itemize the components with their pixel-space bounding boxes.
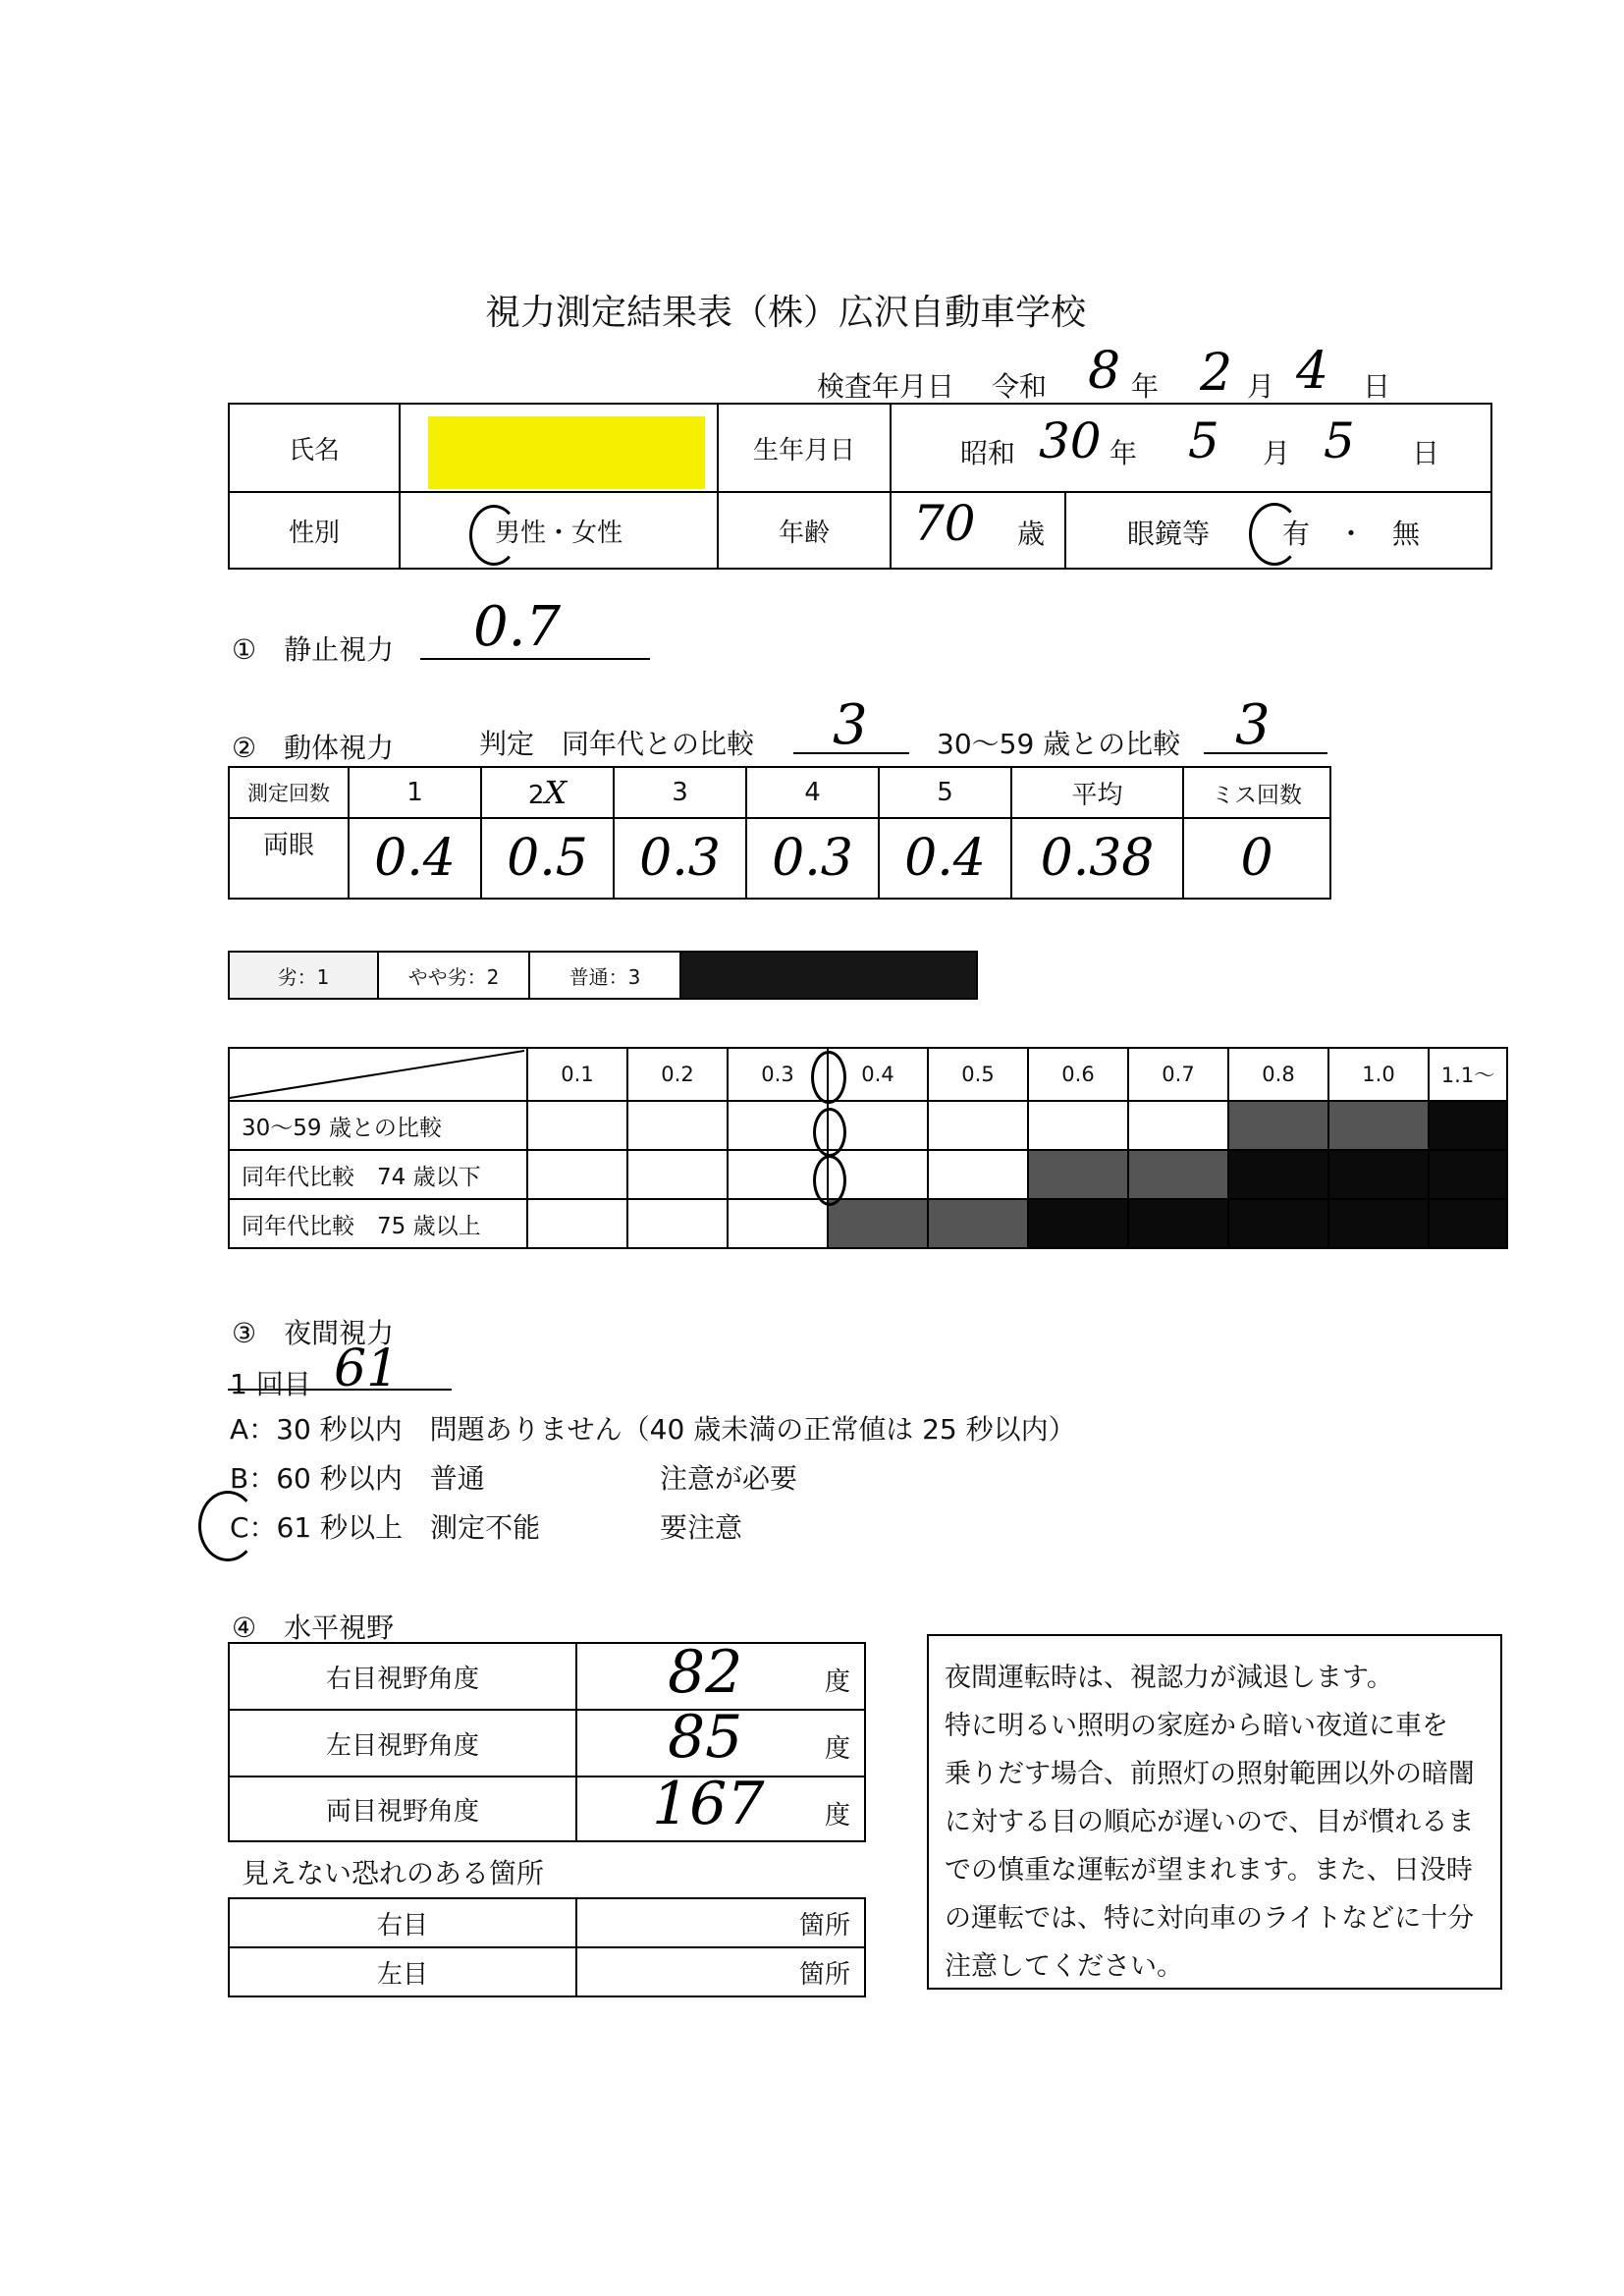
blind-left-unit: 箇所 — [576, 1947, 865, 1996]
right-eye-angle-value: 82 — [668, 1638, 743, 1707]
trial-3-value: 0.3 — [614, 818, 746, 899]
static-underline — [420, 658, 650, 660]
grid-cell — [928, 1150, 1028, 1199]
age-unit: 歳 — [1017, 518, 1046, 550]
glasses-yes-circle — [1249, 503, 1300, 566]
trial-2-header — [481, 767, 614, 818]
left-eye-angle-cell — [576, 1703, 865, 1777]
dynamic-compare-underline — [1204, 752, 1327, 754]
notice-line: 特に明るい照明の家庭から暗い夜道に車を — [945, 1711, 1448, 1741]
grid-cell — [928, 1199, 1028, 1248]
horizontal-table — [228, 1638, 866, 1842]
night-c: C：61 秒以上 測定不能 — [230, 1511, 541, 1544]
grid-cell — [627, 1101, 728, 1150]
horizontal-label: ④ 水平視野 — [232, 1612, 395, 1644]
grid-cell — [1028, 1199, 1128, 1248]
grid-col-0-2: 0.2 — [627, 1048, 728, 1101]
night-b-note: 注意が必要 — [660, 1462, 798, 1495]
miss-value: 0 — [1183, 818, 1330, 899]
grid-cell — [1128, 1150, 1228, 1199]
avg-header: 平均 — [1011, 767, 1183, 818]
trial-1-header: 1 — [349, 767, 481, 818]
grid-row-74-under: 同年代比較 74 歳以下 — [229, 1150, 527, 1199]
legend-slightly-poor: やや劣：2 — [378, 952, 529, 999]
grid-cell — [1228, 1150, 1328, 1199]
grid-mark-row1 — [813, 1108, 846, 1157]
dynamic-compare-label: 30～59 歳との比較 — [937, 728, 1181, 760]
night-b: B：60 秒以内 普通 — [230, 1462, 485, 1495]
grid-col-0-1: 0.1 — [527, 1048, 627, 1101]
legend-poor: 劣：1 — [229, 952, 378, 999]
miss-header: ミス回数 — [1183, 767, 1330, 818]
grid-cell — [527, 1150, 627, 1199]
blind-right-unit: 箇所 — [576, 1898, 865, 1947]
legend-bar — [228, 951, 978, 1000]
night-a: A：30 秒以内 問題ありません（40 歳未満の正常値は 25 秒以内） — [230, 1413, 1076, 1446]
grid-cell — [527, 1199, 627, 1248]
name-label: 氏名 — [229, 404, 400, 492]
grid-col-1-0: 1.0 — [1328, 1048, 1429, 1101]
sex-male-circle — [469, 505, 518, 566]
glasses-options: 有 ・ 無 — [1282, 518, 1421, 550]
night-c-circle — [198, 1491, 257, 1561]
birth-month-unit: 月 — [1263, 437, 1291, 469]
trial-5-value: 0.4 — [879, 818, 1011, 899]
both-eyes-angle-label: 両目視野角度 — [229, 1777, 576, 1841]
grid-cell — [928, 1101, 1028, 1150]
sex-options: 男性・女性 — [400, 492, 718, 569]
static-label: ① 静止視力 — [232, 633, 395, 666]
static-value: 0.7 — [473, 595, 562, 659]
grid-cell — [1328, 1150, 1429, 1199]
dynamic-judge-underline — [793, 752, 909, 754]
grid-cell — [1328, 1101, 1429, 1150]
exam-date-year-unit: 年 — [1131, 370, 1160, 403]
sex-label: 性別 — [229, 492, 400, 569]
grid-col-0-8: 0.8 — [1228, 1048, 1328, 1101]
grid-cell — [1429, 1150, 1507, 1199]
dynamic-label: ② 動体視力 — [232, 732, 395, 764]
trial-2-number: 2 — [527, 781, 545, 810]
grid-col-0-5: 0.5 — [928, 1048, 1028, 1101]
trial-4-value: 0.3 — [746, 818, 879, 899]
birth-day-unit: 日 — [1412, 437, 1440, 469]
both-eyes-label: 両眼 — [229, 818, 349, 899]
birth-month: 5 — [1188, 412, 1219, 469]
grid-cell — [1128, 1199, 1228, 1248]
birth-label: 生年月日 — [718, 404, 891, 492]
night-underline — [228, 1389, 452, 1391]
birth-era: 昭和 — [960, 437, 1016, 469]
average-value: 0.38 — [1011, 818, 1183, 899]
level-grid — [228, 1047, 1508, 1249]
grid-mark-row2 — [813, 1155, 846, 1206]
grid-corner — [229, 1048, 527, 1101]
grid-cell — [627, 1150, 728, 1199]
left-eye-angle-unit: 度 — [824, 1734, 850, 1764]
page-title: 視力測定結果表（株）広沢自動車学校 — [485, 293, 1087, 333]
exam-date-day-unit: 日 — [1363, 370, 1391, 403]
grid-col-0-7: 0.7 — [1128, 1048, 1228, 1101]
trial-1-value: 0.4 — [349, 818, 481, 899]
notice-line: 注意してください。 — [945, 1951, 1183, 1982]
right-eye-angle-label: 右目視野角度 — [229, 1643, 576, 1710]
night-label: ③ 夜間視力 — [232, 1317, 395, 1349]
exam-date-year: 8 — [1088, 342, 1121, 401]
grid-cell — [828, 1199, 928, 1248]
left-eye-angle-label: 左目視野角度 — [229, 1710, 576, 1777]
grid-col-1-1: 1.1～ — [1429, 1048, 1507, 1101]
glasses-label: 眼鏡等 — [1127, 518, 1211, 550]
blind-spot-label: 見えない恐れのある箇所 — [242, 1857, 545, 1889]
notice-line: の運転では、特に対向車のライトなどに十分 — [945, 1903, 1475, 1934]
grid-row-75-over: 同年代比較 75 歳以上 — [229, 1199, 527, 1248]
blind-spot-table — [228, 1897, 866, 1997]
trial-4-header: 4 — [746, 767, 879, 818]
grid-corner-diagonal — [230, 1049, 524, 1100]
notice-line: 夜間運転時は、視認力が減退します。 — [945, 1663, 1393, 1693]
dynamic-judge-value: 3 — [833, 693, 868, 757]
trial-3-header: 3 — [614, 767, 746, 818]
grid-cell — [1228, 1101, 1328, 1150]
grid-cell — [1128, 1101, 1228, 1150]
dynamic-header-label: 測定回数 — [229, 767, 349, 818]
grid-col-0-3: 0.3 — [728, 1048, 828, 1101]
both-eyes-angle-cell — [576, 1770, 865, 1841]
dynamic-compare-value: 3 — [1235, 693, 1271, 757]
grid-cell — [1429, 1101, 1507, 1150]
grid-cell — [728, 1199, 828, 1248]
age-value: 70 — [913, 495, 976, 552]
grid-cell — [1228, 1199, 1328, 1248]
notice-line: 乗りだす場合、前照灯の照射範囲以外の暗闇 — [945, 1759, 1475, 1789]
exam-date-day: 4 — [1296, 342, 1329, 401]
blind-left-label: 左目 — [229, 1947, 576, 1996]
both-eyes-angle-value: 167 — [652, 1770, 765, 1838]
grid-mark-header — [811, 1051, 846, 1104]
name-redaction — [428, 416, 705, 489]
right-eye-angle-unit: 度 — [824, 1667, 850, 1697]
exam-date-month-unit: 月 — [1247, 370, 1275, 403]
exam-date-month: 2 — [1200, 344, 1233, 403]
grid-col-0-6: 0.6 — [1028, 1048, 1128, 1101]
legend-normal: 普通：3 — [529, 952, 680, 999]
left-eye-angle-value: 85 — [668, 1703, 743, 1772]
birth-day: 5 — [1324, 412, 1355, 469]
dynamic-judge-label: 判定 同年代との比較 — [479, 728, 755, 760]
grid-cell — [1429, 1199, 1507, 1248]
exam-date-label: 検査年月日 — [817, 370, 955, 403]
grid-row-30-59: 30～59 歳との比較 — [229, 1101, 527, 1150]
birth-year: 30 — [1039, 412, 1102, 469]
trial-2-mark: X — [544, 774, 568, 811]
dynamic-table — [228, 766, 1331, 900]
night-trial-value: 61 — [334, 1339, 400, 1398]
right-eye-angle-cell — [576, 1638, 865, 1710]
grid-cell — [627, 1199, 728, 1248]
notice-line: に対する目の順応が遅いので、目が慣れるま — [945, 1807, 1475, 1837]
blind-right-label: 右目 — [229, 1898, 576, 1947]
exam-date-era: 令和 — [992, 370, 1048, 403]
legend-good-fill — [680, 952, 977, 999]
notice-line: での慎重な運転が望まれます。また、日没時 — [945, 1855, 1473, 1886]
night-trial-label: 1 回目 — [230, 1368, 311, 1400]
grid-cell — [1028, 1101, 1128, 1150]
trial-2-value: 0.5 — [481, 818, 614, 899]
age-label: 年齢 — [718, 492, 891, 569]
birth-year-unit: 年 — [1110, 437, 1138, 469]
both-eyes-angle-unit: 度 — [824, 1801, 850, 1831]
grid-cell — [1328, 1199, 1429, 1248]
grid-cell — [527, 1101, 627, 1150]
grid-cell — [1028, 1150, 1128, 1199]
trial-5-header: 5 — [879, 767, 1011, 818]
night-c-note: 要注意 — [660, 1511, 743, 1544]
grid-col-0-4: 0.4 — [828, 1048, 928, 1101]
night-driving-notice — [927, 1634, 1502, 1990]
